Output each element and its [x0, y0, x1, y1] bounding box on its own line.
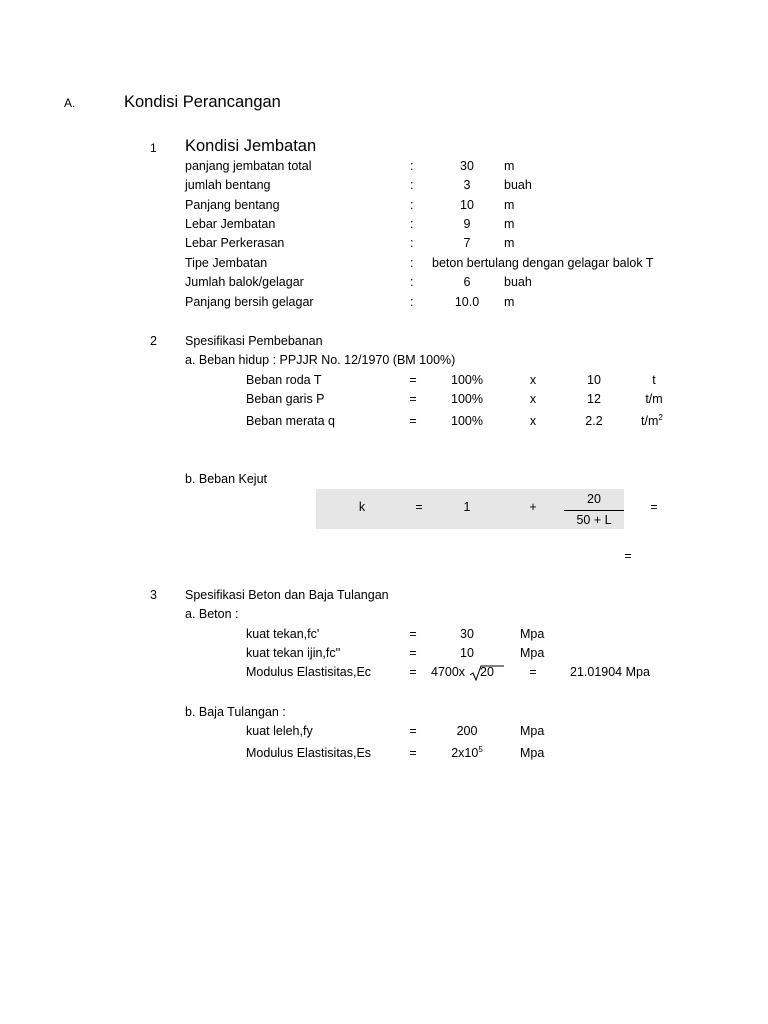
table-row	[0, 216, 768, 236]
es-base: 2x10	[451, 746, 479, 760]
formula-second-equals: =	[624, 549, 632, 563]
row-value: 7	[463, 236, 471, 250]
load-equals: =	[409, 392, 417, 406]
table-row	[0, 255, 768, 275]
subsection-title-pembebanan: Spesifikasi Pembebanan	[185, 334, 323, 348]
load-times: x	[529, 414, 537, 428]
live-load-heading: a. Beban hidup : PPJJR No. 12/1970 (BM 100%)	[185, 353, 456, 367]
spec-label: kuat leleh,fy	[246, 724, 313, 738]
table-row	[0, 413, 768, 433]
table-row	[0, 664, 768, 684]
row-value: 30	[460, 159, 474, 173]
spec-label: kuat tekan,fc'	[246, 627, 320, 641]
row-value: 6	[463, 275, 471, 289]
row-unit: m	[504, 295, 515, 309]
load-equals: =	[409, 373, 417, 387]
spec-unit: Mpa	[520, 746, 545, 760]
load-times: x	[529, 373, 537, 387]
reinforcement-heading: b. Baja Tulangan :	[185, 705, 286, 719]
table-row	[0, 158, 768, 178]
spec-equals: =	[409, 627, 417, 641]
table-row	[0, 294, 768, 314]
row-label: panjang jembatan total	[185, 159, 312, 173]
load-percent: 100%	[451, 392, 483, 406]
table-row	[0, 626, 768, 646]
load-unit: t/m	[645, 392, 663, 406]
es-value	[451, 745, 483, 761]
row-label: Lebar Perkerasan	[185, 236, 285, 250]
load-label: Beban merata q	[246, 414, 335, 428]
subsection-title-beton-baja: Spesifikasi Beton dan Baja Tulangan	[185, 588, 389, 602]
spec-value: 10	[460, 646, 474, 660]
spec-equals: =	[409, 665, 417, 679]
impact-load-heading: b. Beban Kejut	[185, 472, 268, 486]
row-unit: buah	[504, 275, 532, 289]
formula-plus: +	[529, 500, 537, 514]
row-value: 10.0	[454, 295, 480, 309]
spec-label: Modulus Elastisitas,Ec	[246, 665, 372, 679]
load-label: Beban garis P	[246, 392, 325, 406]
table-row	[0, 645, 768, 665]
row-colon: :	[410, 256, 414, 270]
row-label: Lebar Jembatan	[185, 217, 276, 231]
table-row	[0, 391, 768, 411]
fraction-bar	[564, 510, 624, 511]
formula-k: k	[358, 500, 366, 514]
ec-equals: =	[529, 665, 537, 679]
item-number-2: 2	[150, 334, 157, 348]
row-value-bridge-type: beton bertulang dengan gelagar balok T	[432, 256, 654, 270]
ec-result: 21.01904 Mpa	[570, 665, 650, 679]
row-unit: m	[504, 198, 515, 212]
concrete-heading: a. Beton :	[185, 607, 239, 621]
formula-denominator: 50 + L	[576, 513, 612, 527]
row-label: Panjang bentang	[185, 198, 280, 212]
load-value: 10	[587, 373, 601, 387]
spec-label: kuat tekan ijin,fc''	[246, 646, 341, 660]
row-colon: :	[410, 236, 414, 250]
row-colon: :	[410, 198, 414, 212]
spec-equals: =	[409, 746, 417, 760]
spec-value: 200	[456, 724, 478, 738]
formula-equals: =	[415, 500, 423, 514]
table-row	[0, 274, 768, 294]
section-label: A.	[64, 96, 76, 110]
row-label: Panjang bersih gelagar	[185, 295, 314, 309]
row-value: 3	[463, 178, 471, 192]
section-title: Kondisi Perancangan	[124, 93, 281, 111]
table-row	[0, 745, 768, 765]
load-unit: t	[652, 373, 656, 387]
load-value: 2.2	[585, 414, 603, 428]
table-row	[0, 177, 768, 197]
row-value: 10	[460, 198, 474, 212]
row-unit: buah	[504, 178, 532, 192]
row-colon: :	[410, 159, 414, 173]
row-label: Jumlah balok/gelagar	[185, 275, 304, 289]
load-percent: 100%	[451, 414, 483, 428]
table-row	[0, 197, 768, 217]
subsection-title-kondisi-jembatan: Kondisi Jembatan	[185, 137, 317, 155]
formula-result-equals: =	[650, 500, 658, 514]
ec-radicand: 20	[480, 665, 494, 679]
formula-numerator: 20	[587, 492, 601, 506]
table-row	[0, 372, 768, 392]
spec-unit: Mpa	[520, 724, 545, 738]
load-percent: 100%	[451, 373, 483, 387]
spec-unit: Mpa	[520, 646, 545, 660]
row-colon: :	[410, 178, 414, 192]
load-unit-exponent: 2	[658, 412, 663, 422]
row-unit: m	[504, 159, 515, 173]
row-value: 9	[463, 217, 471, 231]
table-row	[0, 235, 768, 255]
spec-label: Modulus Elastisitas,Es	[246, 746, 372, 760]
load-unit-base: t/m	[641, 414, 659, 428]
table-row	[0, 723, 768, 743]
spec-unit: Mpa	[520, 627, 545, 641]
row-label: Tipe Jembatan	[185, 256, 268, 270]
row-colon: :	[410, 275, 414, 289]
load-times: x	[529, 392, 537, 406]
spec-value: 30	[460, 627, 474, 641]
spec-equals: =	[409, 724, 417, 738]
item-number-1: 1	[150, 141, 157, 155]
ec-coefficient: 4700x	[431, 665, 466, 679]
row-colon: :	[410, 295, 414, 309]
es-exponent: 5	[478, 744, 483, 754]
load-unit	[641, 413, 663, 429]
item-number-3: 3	[150, 588, 157, 602]
formula-one: 1	[463, 500, 471, 514]
spec-equals: =	[409, 646, 417, 660]
row-unit: m	[504, 236, 515, 250]
row-unit: m	[504, 217, 515, 231]
load-equals: =	[409, 414, 417, 428]
load-label: Beban roda T	[246, 373, 322, 387]
row-colon: :	[410, 217, 414, 231]
load-value: 12	[587, 392, 601, 406]
row-label: jumlah bentang	[185, 178, 271, 192]
